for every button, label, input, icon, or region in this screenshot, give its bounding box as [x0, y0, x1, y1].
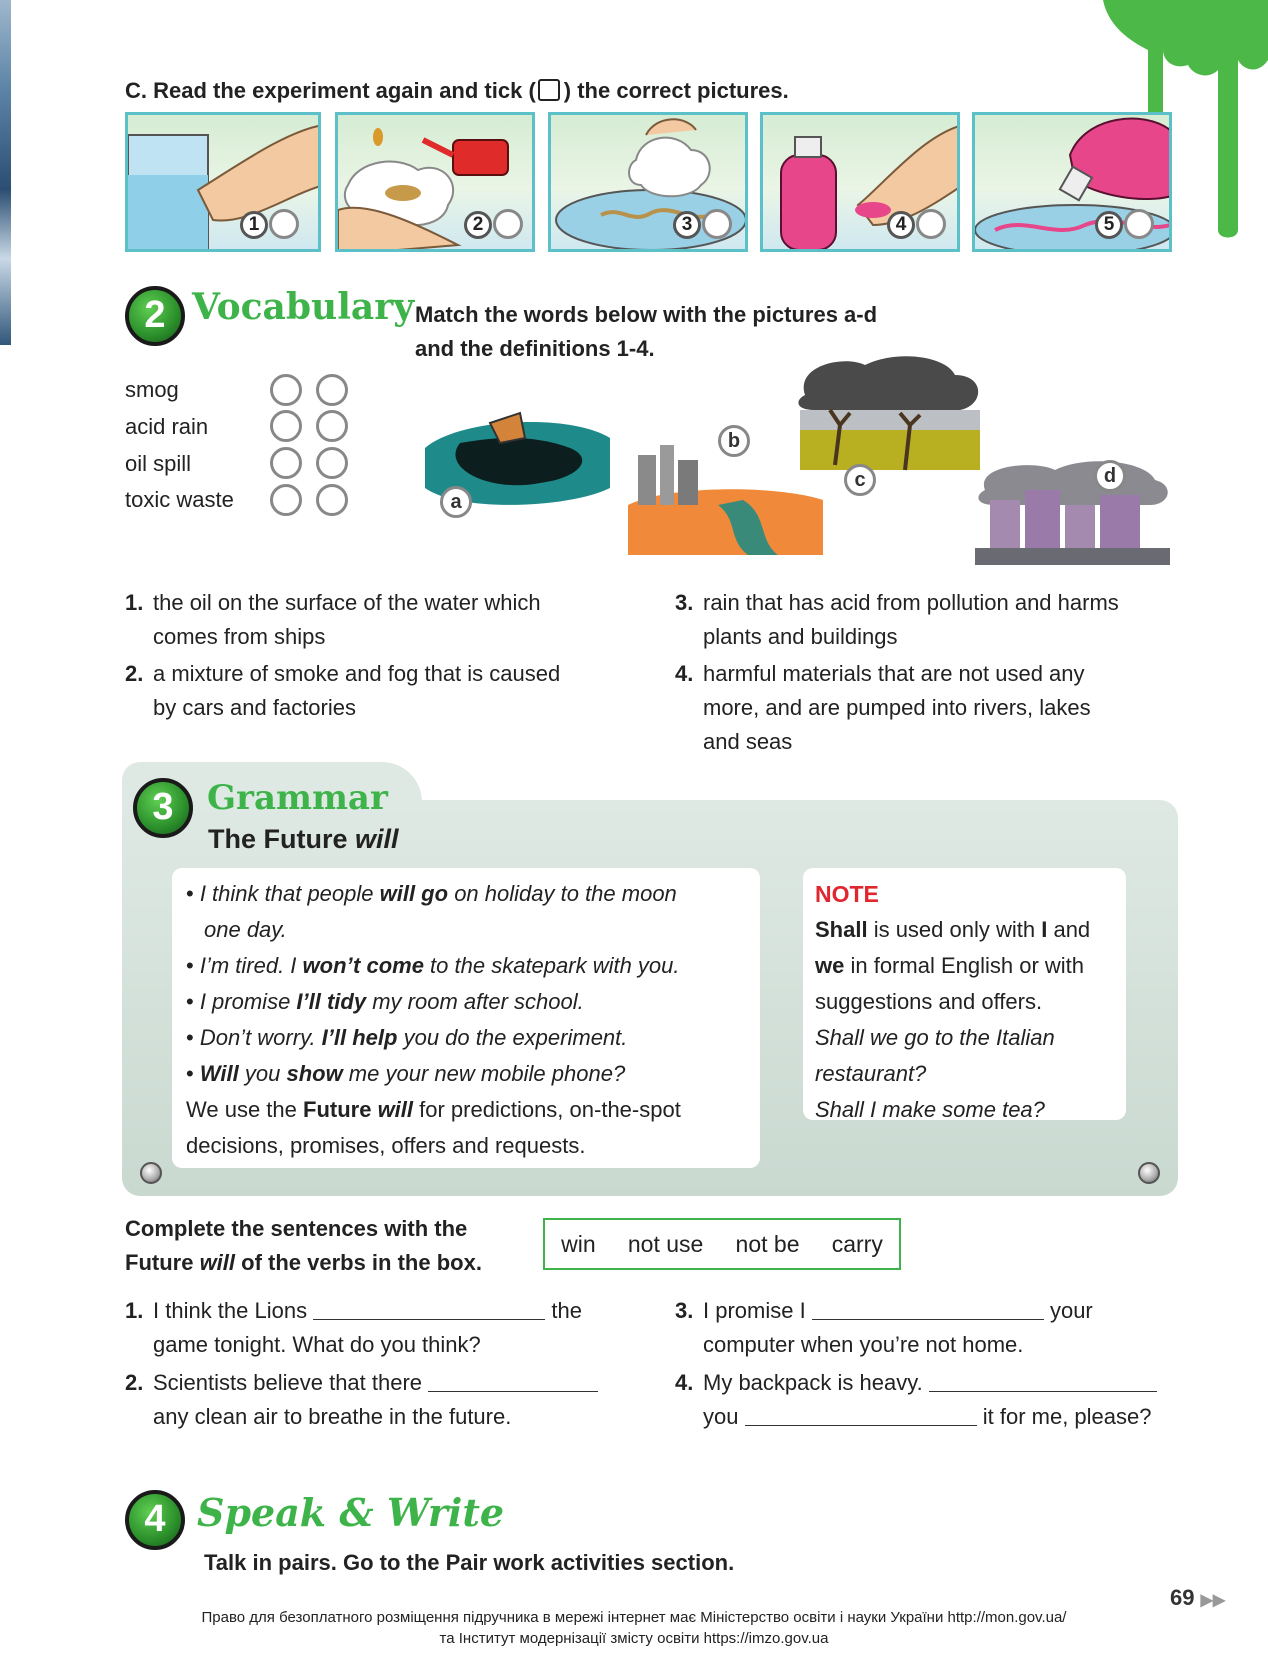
vocabulary-word: acid rain	[125, 414, 209, 439]
grammar-examples-box: • I think that people will go on holiday to the moon one day. • I’m tired. I won’t come to the skatepark with you. • I promise I’ll tidy my room after school. • Don’t worry. I’ll help you do the experiment. • Will you show me your new mobile phone? We use the Future will for predictions, on-the-spot decisions, promises, offers and requests.	[172, 868, 760, 1168]
screw-icon	[140, 1162, 162, 1184]
answer-blank[interactable]	[313, 1297, 545, 1320]
section-number-badge: 4	[125, 1490, 185, 1550]
picture-toxic-waste	[628, 445, 823, 555]
answer-blank[interactable]	[812, 1297, 1044, 1320]
forward-arrows-icon: ▶▶	[1200, 1592, 1226, 1609]
note-title: NOTE	[815, 881, 879, 907]
exercise-sentence-3: 3. I promise I your computer when you’re not home.	[675, 1298, 1093, 1357]
picture-number: 4	[887, 211, 915, 239]
left-edge-photo-strip	[0, 0, 11, 345]
answer-circle[interactable]	[702, 209, 732, 239]
letter-answer-circle[interactable]	[270, 374, 302, 406]
exercise-sentence-2: 2. Scientists believe that there any clean air to breathe in the future.	[125, 1366, 645, 1434]
vocabulary-word: toxic waste	[125, 487, 234, 512]
page-number: 69 ▶▶	[1170, 1585, 1226, 1610]
grammar-example: • Don’t worry. I’ll help you do the experiment.	[186, 1025, 628, 1050]
definition-3: 3. rain that has acid from pollution and harms plants and buildings	[675, 590, 1119, 649]
definition-answer-circle[interactable]	[316, 447, 348, 479]
answer-circle[interactable]	[1124, 209, 1154, 239]
letter-answer-circle[interactable]	[270, 447, 302, 479]
picture-label: d	[1094, 460, 1126, 492]
answer-circle[interactable]	[493, 209, 523, 239]
definition-1: 1. the oil on the surface of the water which comes from ships	[125, 590, 541, 649]
exercise-sentence-1: 1. I think the Lions the game tonight. What do you think?	[125, 1298, 582, 1357]
footer-line: та Інститут модернізації змісту освіти https://imzo.gov.ua	[439, 1630, 829, 1647]
grammar-note-box: NOTE Shall is used only with I and we in formal English or with suggestions and offers. Shall we go to the Italian restaurant? Shall I make some tea?	[803, 868, 1126, 1120]
screw-icon	[1138, 1162, 1160, 1184]
exercise-sentence-4: 4. My backpack is heavy. you it for me, please?	[675, 1366, 1195, 1434]
grammar-rule: We use the Future will for predictions, on-the-spot	[186, 1097, 681, 1122]
verb: not be	[735, 1230, 800, 1257]
definition-answer-circle[interactable]	[316, 410, 348, 442]
grammar-example: • I’m tired. I won’t come to the skatepark with you.	[186, 953, 680, 978]
grammar-example: • I promise I’ll tidy my room after school.	[186, 989, 584, 1014]
verb: win	[561, 1230, 596, 1257]
verb: carry	[831, 1230, 883, 1257]
definition-2: 2. a mixture of smoke and fog that is caused by cars and factories	[125, 661, 561, 720]
section-title: Grammar	[207, 778, 388, 818]
vocabulary-word: oil spill	[125, 451, 192, 476]
picture-label: b	[718, 425, 750, 457]
section-title: Vocabulary	[192, 286, 415, 328]
section-c-heading: C. Read the experiment again and tick ( ) the correct pictures.	[125, 78, 789, 103]
experiment-picture-1	[125, 112, 321, 252]
picture-label: c	[844, 464, 876, 496]
exercise-instruction: Complete the sentences with the Future will of the verbs in the box.	[125, 1216, 482, 1275]
experiment-picture-2	[335, 112, 535, 252]
verb-box	[543, 1218, 901, 1270]
answer-blank[interactable]	[428, 1369, 598, 1392]
picture-smog	[975, 460, 1170, 565]
picture-number: 1	[240, 211, 268, 239]
answer-blank[interactable]	[929, 1369, 1157, 1392]
vocabulary-instruction: Match the words below with the pictures a-d and the definitions 1-4.	[415, 302, 878, 361]
picture-number: 3	[673, 211, 701, 239]
letter-answer-circle[interactable]	[270, 410, 302, 442]
section-title: Speak & Write	[197, 1490, 505, 1535]
picture-number: 5	[1095, 211, 1123, 239]
experiment-picture-4	[760, 112, 960, 252]
definition-answer-circle[interactable]	[316, 484, 348, 516]
picture-acid-rain	[795, 355, 985, 475]
experiment-picture-5	[972, 112, 1172, 252]
vocabulary-word: smog	[125, 377, 179, 402]
definition-4: 4. harmful materials that are not used any more, and are pumped into rivers, lakes and seas	[675, 661, 1091, 754]
grammar-example: • Will you show me your new mobile phone?	[186, 1061, 626, 1086]
grammar-example: • I think that people will go on holiday to the moon	[186, 881, 677, 906]
letter-answer-circle[interactable]	[270, 484, 302, 516]
section-number-badge: 2	[125, 286, 185, 346]
answer-blank[interactable]	[745, 1403, 977, 1426]
answer-circle[interactable]	[916, 209, 946, 239]
definition-answer-circle[interactable]	[316, 374, 348, 406]
section-number-badge: 3	[133, 778, 193, 838]
verb: not use	[627, 1230, 704, 1257]
speak-write-instruction: Talk in pairs. Go to the Pair work activities section.	[204, 1550, 735, 1575]
picture-number: 2	[464, 211, 492, 239]
tick-box-icon	[538, 79, 560, 101]
experiment-picture-3	[548, 112, 748, 252]
footer-line: Право для безоплатного розміщення підручника в мережі інтернет має Міністерство освіти і науки України http://mon.gov.ua/	[201, 1609, 1067, 1626]
picture-label: a	[440, 486, 472, 518]
answer-circle[interactable]	[269, 209, 299, 239]
grammar-subtitle: The Future will	[208, 824, 399, 854]
